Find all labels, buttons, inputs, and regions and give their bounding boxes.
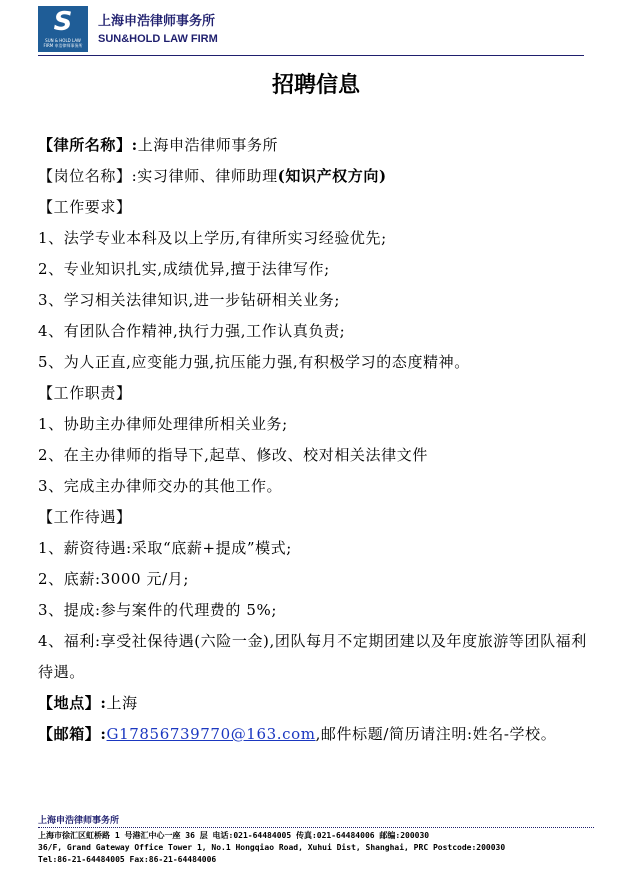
requirement-item: 4、有团队合作精神,执行力强,工作认真负责; (38, 322, 346, 340)
benefits-heading: 【工作待遇】 (38, 508, 132, 526)
duty-item: 1、协助主办律师处理律所相关业务; (38, 415, 288, 433)
location-value: 上海 (106, 694, 138, 712)
footer-contact: Tel:86-21-64484005 Fax:86-21-64484006 (38, 855, 217, 864)
firm-logo (38, 6, 88, 52)
position-line (38, 161, 590, 192)
position-value: 实习律师、律师助理 (137, 167, 278, 185)
location-line (38, 688, 590, 719)
page-title: 招聘信息 (271, 73, 360, 98)
letterhead (38, 6, 584, 54)
requirement-item: 5、为人正直,应变能力强,抗压能力强,有积极学习的态度精神。 (38, 353, 470, 371)
benefit-item: 4、福利:享受社保待遇(六险一金),团队每月不定期团建以及年度旅游等团队福利待遇。 (38, 632, 587, 681)
letterhead-footer (38, 813, 594, 866)
email-link[interactable]: G17856739770@163.com (106, 725, 316, 743)
firm-name-line (38, 130, 590, 161)
location-label: 【地点】: (38, 694, 107, 712)
email-note: ,邮件标题/简历请注明:姓名-学校。 (315, 725, 557, 743)
duty-item: 2、在主办律师的指导下,起草、修改、校对相关法律文件 (38, 446, 428, 464)
header-divider (38, 55, 584, 56)
requirements-heading: 【工作要求】 (38, 198, 132, 216)
footer-divider (38, 827, 594, 828)
benefit-item: 3、提成:参与案件的代理费的 5%; (38, 601, 278, 619)
benefit-item: 1、薪资待遇:采取“底薪+提成”模式; (38, 539, 292, 557)
firm-label: 【律所名称】: (38, 136, 138, 154)
firm-value: 上海申浩律师事务所 (137, 136, 279, 154)
duty-item: 3、完成主办律师交办的其他工作。 (38, 477, 283, 495)
logo-letter: S (53, 7, 73, 37)
requirement-item: 1、法学专业本科及以上学历,有律所实习经验优先; (38, 229, 387, 247)
position-note: (知识产权方向) (277, 167, 387, 185)
requirement-item: 2、专业知识扎实,成绩优异,擅于法律写作; (38, 260, 330, 278)
requirement-item: 3、学习相关法律知识,进一步钻研相关业务; (38, 291, 340, 309)
benefit-item: 2、底薪:3000 元/月; (38, 570, 190, 588)
mailbox-line (38, 719, 590, 750)
footer-address-chinese: 上海市徐汇区虹桥路 1 号港汇中心一座 36 层 电话:021-64484005 传真:021-64484006 邮编:200030 (38, 831, 430, 840)
firm-name-chinese: 上海申浩律师事务所 (98, 14, 216, 29)
firm-name-english: SUN&HOLD LAW FIRM (98, 33, 218, 45)
footer-firm-name: 上海申浩律师事务所 (38, 816, 120, 826)
footer-address-english: 36/F, Grand Gateway Office Tower 1, No.1 Hongqiao Road, Xuhui Dist, Shanghai, PRC Postcode:200030 (38, 843, 506, 852)
document-body (38, 130, 590, 750)
mailbox-label: 【邮箱】: (38, 725, 107, 743)
duties-heading: 【工作职责】 (38, 384, 132, 402)
position-label: 【岗位名称】: (38, 167, 138, 185)
logo-caption: SUN & HOLD LAW FIRM 申浩律师事务所 (43, 38, 83, 48)
